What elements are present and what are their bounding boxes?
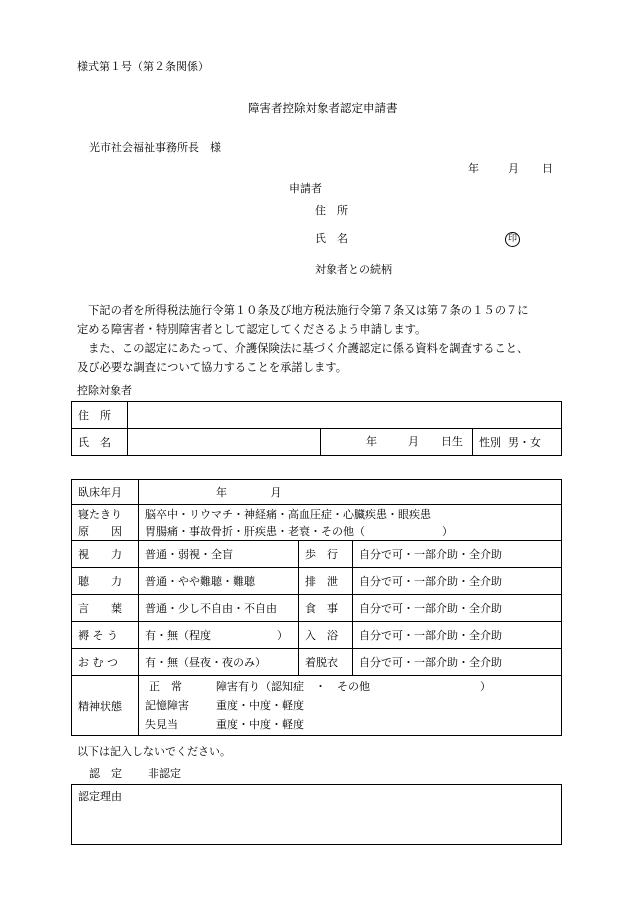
row-4-right-label: 入 浴 — [299, 622, 353, 649]
cause-label-line-1: 寝たきり — [78, 507, 122, 521]
cause-options[interactable] — [139, 505, 562, 541]
form-number: 様式第１号（第２条関係） — [77, 60, 209, 73]
row-4-right-options[interactable]: 自分で可・一部介助・全介助 — [353, 622, 562, 649]
row-1-left-label: 視 力 — [72, 541, 139, 568]
row-1-right-label: 歩 行 — [299, 541, 353, 568]
target-name-field[interactable] — [128, 429, 321, 456]
row-1-right-options[interactable]: 自分で可・一部介助・全介助 — [353, 541, 562, 568]
addressee: 光市社会福祉事務所長 様 — [89, 141, 221, 154]
sex-label: 性別 — [479, 436, 501, 449]
row-2-right-options[interactable]: 自分で可・一部介助・全介助 — [353, 568, 562, 595]
applicant-relation-label: 対象者との続柄 — [315, 263, 392, 276]
table-row — [72, 649, 562, 676]
body-line-2: 定める障害者・特別障害者として認定してくださるよう申請します。 — [77, 323, 427, 336]
office-note: 以下は記入しないでください。 — [77, 745, 231, 758]
mental-label: 精神状態 — [72, 676, 139, 736]
cause-label — [72, 505, 139, 541]
birth-day: 日生 — [441, 435, 463, 448]
reason-box[interactable] — [71, 784, 562, 845]
row-3-right-options[interactable]: 自分で可・一部介助・全介助 — [353, 595, 562, 622]
applicant-address-label: 住 所 — [315, 204, 348, 217]
bedridden-year: 年 — [216, 486, 227, 499]
disorientation-options: 重度・中度・軽度 — [216, 718, 304, 731]
approved-option[interactable]: 認 定 — [89, 767, 122, 780]
table-row — [72, 541, 562, 568]
applicant-name-label: 氏 名 — [315, 232, 348, 245]
not-approved-option[interactable]: 非認定 — [148, 767, 181, 780]
row-2-right-label: 排 泄 — [299, 568, 353, 595]
row-3-left-label: 言 葉 — [72, 595, 139, 622]
row-2-left-label: 聴 力 — [72, 568, 139, 595]
cause-options-line-2: 胃腸痛・事故骨折・肝疾患・老衰・その他（ ） — [145, 524, 453, 538]
birth-year: 年 — [366, 435, 377, 448]
sex-options: 男・女 — [508, 436, 541, 449]
row-4-left-options[interactable]: 有・無（程度 ） — [139, 622, 299, 649]
target-heading: 控除対象者 — [77, 384, 132, 397]
row-1-left-options[interactable]: 普通・弱視・全盲 — [139, 541, 299, 568]
sex-cell[interactable] — [473, 429, 562, 456]
body-line-4: 及び必要な調査について協力することを承諾します。 — [77, 361, 347, 374]
birth-month: 月 — [408, 435, 419, 448]
body-line-1: 下記の者を所得税法施行令第１０条及び地方税法施行令第７条又は第７条の１５の７に — [88, 304, 529, 317]
table-row — [72, 568, 562, 595]
table-row — [72, 595, 562, 622]
cause-options-line-1: 脳卒中・リウマチ・神経痛・高血圧症・心臓疾患・眼疾患 — [145, 507, 431, 521]
row-3-right-label: 食 事 — [299, 595, 353, 622]
row-5-right-label: 着脱衣 — [299, 649, 353, 676]
memory-options: 重度・中度・軽度 — [216, 699, 304, 712]
seal-mark: 印 — [505, 231, 520, 247]
body-line-3: また、この認定にあたって、介護保険法に基づく介護認定に係る資料を調査すること、 — [88, 342, 529, 355]
applicant-label: 申請者 — [289, 182, 322, 195]
target-name-label: 氏 名 — [72, 429, 128, 456]
row-5-left-options[interactable]: 有・無（昼夜・夜のみ） — [139, 649, 299, 676]
target-address-label: 住 所 — [72, 402, 128, 429]
reason-label: 認定理由 — [78, 790, 122, 803]
row-4-left-label: 褥 そ う — [72, 622, 139, 649]
bedridden-label: 臥床年月 — [72, 480, 139, 505]
mental-options[interactable] — [139, 676, 562, 736]
target-address-field[interactable] — [128, 402, 562, 429]
condition-table — [71, 479, 562, 736]
row-5-right-options[interactable]: 自分で可・一部介助・全介助 — [353, 649, 562, 676]
target-birth-field[interactable] — [321, 429, 473, 456]
date-year: 年 — [468, 162, 479, 175]
page-title: 障害者控除対象者認定申請書 — [248, 101, 398, 115]
cause-label-line-2: 原 因 — [78, 524, 122, 538]
bedridden-month: 月 — [270, 486, 282, 499]
disorientation-label: 失見当 — [145, 718, 178, 731]
table-row — [72, 622, 562, 649]
date-day: 日 — [542, 162, 553, 175]
row-5-left-label: お む つ — [72, 649, 139, 676]
date-month: 月 — [508, 162, 519, 175]
bedridden-field[interactable] — [139, 480, 562, 505]
row-3-left-options[interactable]: 普通・少し不自由・不自由 — [139, 595, 299, 622]
mental-normal: 正 常 — [149, 680, 182, 693]
row-2-left-options[interactable]: 普通・やや難聴・難聴 — [139, 568, 299, 595]
target-table — [71, 401, 562, 456]
memory-label: 記憶障害 — [145, 699, 189, 712]
body-paragraph — [77, 301, 557, 377]
mental-impaired: 障害有り（認知症 ・ その他 ） — [216, 680, 491, 693]
